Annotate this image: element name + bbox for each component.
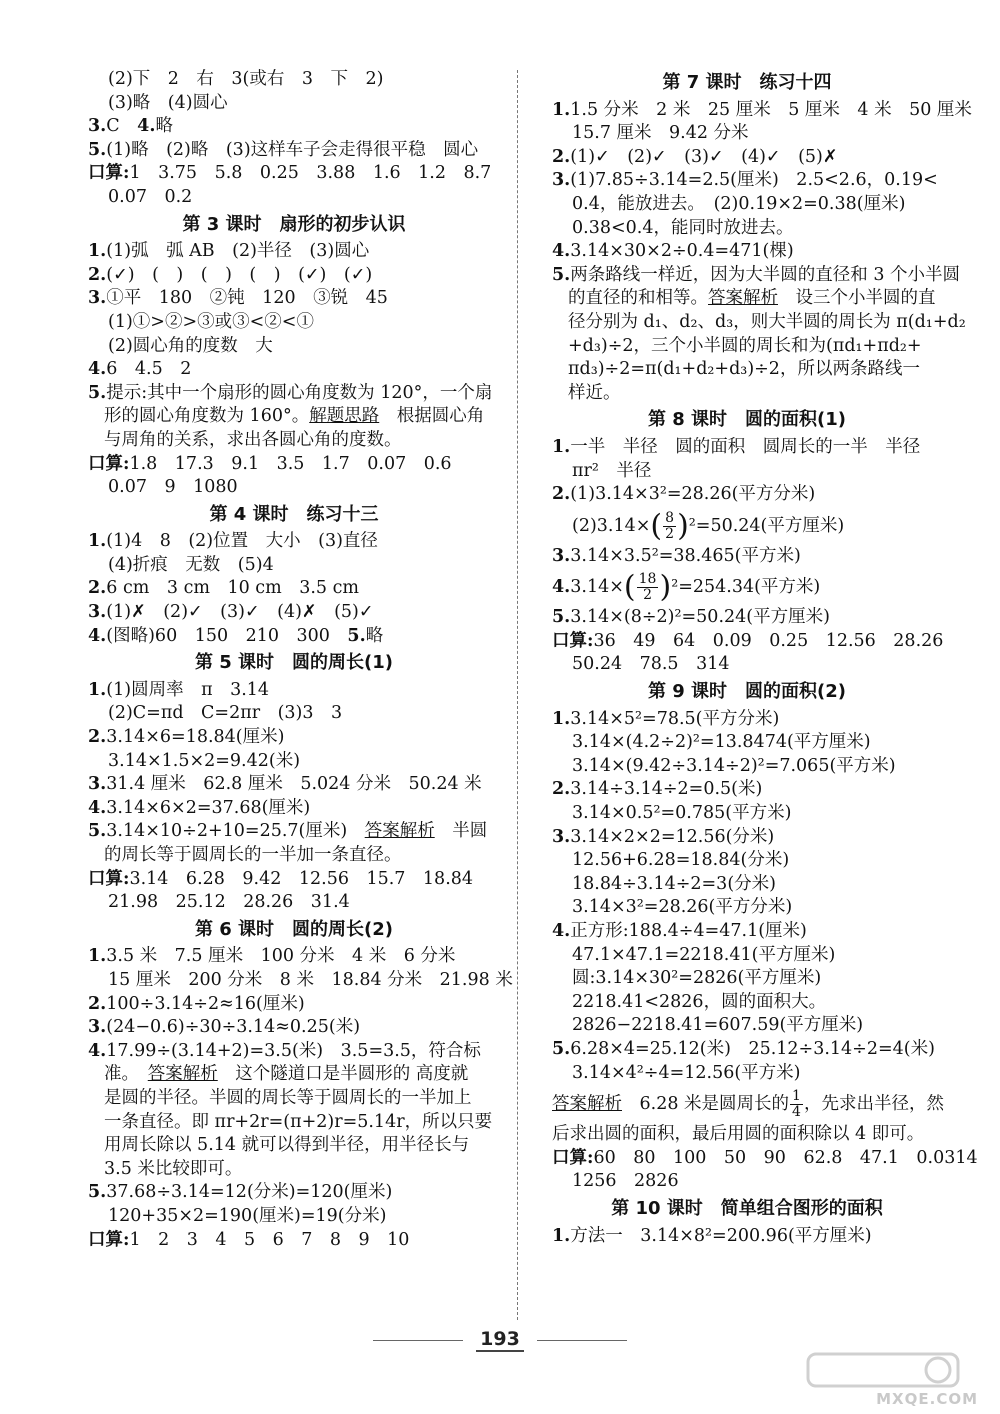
answer-text: 半圆 — [434, 821, 488, 842]
item-number: 3. — [88, 116, 107, 137]
fraction — [637, 572, 659, 603]
answer-text: (1)圆周率 π 3.14 — [106, 679, 270, 700]
answer-line — [88, 358, 500, 382]
answer-line: 1256 2826 — [572, 1171, 679, 1192]
answer-line — [552, 1225, 942, 1249]
answer-line: 4.3.14×( $\frac{18}{2}$ )²=254.34(平方米) — [552, 569, 821, 605]
fraction — [663, 511, 676, 542]
item-number: 1. — [88, 679, 107, 700]
answer-line: 的周长等于圆周长的一半加一条直径。 — [104, 845, 402, 865]
page-footer — [0, 1328, 1000, 1352]
answer-line — [552, 483, 942, 507]
item-number: 2. — [88, 578, 107, 599]
answer-text: (1)3.14×3²=28.26(平方分米) — [570, 484, 816, 505]
right-column — [552, 68, 978, 1248]
fraction-denominator: 2 — [643, 587, 653, 604]
item-number: 3. — [552, 170, 571, 191]
answer-text: ，先求出半径，然 — [803, 1094, 944, 1115]
answer-line — [552, 264, 961, 288]
item-number: 2. — [88, 993, 107, 1014]
answer-line: 3.14×(4.2÷2)²=13.8474(平方厘米) — [572, 732, 871, 753]
answer-line: (2)下 2 右 3(或右 3 下 2) — [108, 69, 384, 89]
item-number: 4. — [88, 359, 107, 380]
item-number: 5. — [552, 607, 571, 628]
item-number: 2. — [88, 727, 107, 748]
answer-text: 6 cm 3 cm 10 cm 3.5 cm — [106, 578, 359, 599]
answer-text: 设三个小半圆的直 — [778, 288, 936, 309]
fraction-numerator: 18 — [638, 571, 657, 588]
answer-line — [552, 826, 942, 850]
item-number: 5. — [88, 1182, 107, 1203]
answer-text: (1)略 (2)略 (3)这样车子会走得很平稳 圆心 — [106, 139, 479, 160]
item-number: 1. — [552, 436, 571, 457]
answer-text: 准。 — [104, 1064, 148, 1085]
answer-line: 0.07 0.2 — [108, 186, 193, 207]
answer-line: 3.14×3²=28.26(平方分米) — [572, 897, 793, 918]
item-number: 3. — [552, 545, 571, 566]
answer-text: 正方形:188.4÷4=47.1(厘米) — [570, 921, 807, 941]
item-number: 5. — [347, 625, 366, 646]
answer-text: 一半 半径 圆的面积 圆周长的一半 半径 — [570, 436, 921, 457]
answer-line: (2)C=πd C=2πr (3)3 3 — [108, 703, 343, 724]
answer-text: ²=50.24(平方厘米) — [688, 515, 845, 536]
answer-line — [88, 139, 500, 163]
answer-text: 3.14×10÷2+10=25.7(厘米) — [106, 821, 365, 842]
answer-line: 15.7 厘米 9.42 分米 — [572, 123, 749, 144]
answer-line — [88, 115, 500, 139]
answer-line — [552, 1085, 942, 1123]
answer-text: 17.99÷(3.14+2)=3.5(米) 3.5=3.5，符合标 — [106, 1040, 481, 1061]
answer-text: 3.14×5²=78.5(平方分米) — [570, 708, 780, 729]
answer-line — [88, 382, 500, 406]
answer-line: 2218.41<2826，圆的面积大。 — [572, 991, 827, 1012]
answer-text: 1 3.75 5.8 0.25 3.88 1.6 1.2 8.7 — [129, 163, 492, 184]
answer-line — [88, 625, 500, 649]
answer-text: 3.14÷3.14÷2=0.5(米) — [570, 779, 763, 800]
answer-line: 120+35×2=190(厘米)=19(分米) — [108, 1205, 387, 1226]
item-number: 4. — [88, 625, 107, 646]
left-column — [88, 68, 513, 1252]
answer-line — [88, 820, 500, 844]
mental-math-line — [88, 162, 500, 186]
answer-text: 3.14×(8÷2)²=50.24(平方厘米) — [570, 607, 830, 628]
answer-line: 3.14×1.5×2=9.42(米) — [108, 750, 301, 771]
fraction-denominator: 2 — [665, 525, 675, 542]
item-number: 5. — [88, 382, 107, 403]
item-number: 1. — [552, 708, 571, 729]
item-number: 2. — [552, 779, 571, 800]
item-number: 1. — [88, 531, 107, 552]
answer-line — [88, 601, 500, 625]
answer-line — [552, 240, 942, 264]
lesson-heading: 第 3 课时 扇形的初步认识 — [182, 213, 406, 235]
answer-line: 50.24 78.5 314 — [572, 654, 730, 675]
answer-line: 12.56+6.28=18.84(分米) — [572, 850, 790, 871]
answer-line: 是圆的半径。半圆的周长等于圆周长的一半加上 — [104, 1087, 472, 1108]
answer-line — [88, 773, 500, 797]
answer-line: 3.14×0.5²=0.785(平方米) — [572, 803, 792, 824]
answer-text: 3.14×6×2=37.68(厘米) — [106, 797, 311, 818]
answer-text: (1)✗ (2)✓ (3)✓ (4)✗ (5)✓ — [106, 602, 374, 623]
answer-line — [88, 1040, 500, 1064]
lesson-heading: 第 6 课时 圆的周长(2) — [194, 918, 394, 940]
item-number: 1. — [552, 1225, 571, 1246]
answer-line: 3.14×(9.42÷3.14÷2)²=7.065(平方米) — [572, 755, 896, 776]
answer-text: ①平 180 ②钝 120 ③锐 45 — [106, 288, 388, 309]
answer-text: 37.68÷3.14=12(分米)=120(厘米) — [106, 1182, 393, 1203]
answer-line — [552, 287, 942, 311]
answer-line: 2826−2218.41=607.59(平方厘米) — [572, 1015, 864, 1036]
answer-line — [552, 778, 942, 802]
lesson-heading: 第 7 课时 练习十四 — [662, 72, 832, 93]
item-number: 3. — [88, 774, 107, 795]
answer-line — [552, 99, 972, 123]
answer-line: 47.1×47.1=2218.41(平方厘米) — [572, 944, 836, 965]
item-number: 5. — [552, 1038, 571, 1059]
answer-text: 的直径的和相等。 — [568, 288, 708, 309]
fraction-numerator: 8 — [665, 509, 675, 526]
answer-line — [88, 993, 500, 1017]
watermark — [788, 1350, 978, 1410]
item-number: 2. — [552, 146, 571, 167]
answer-text: 略 — [155, 116, 173, 137]
answer-line — [88, 287, 500, 311]
answer-line — [88, 797, 500, 821]
answer-text: 36 49 64 0.09 0.25 12.56 28.26 — [593, 630, 944, 651]
lesson-heading: 第 8 课时 圆的面积(1) — [647, 409, 847, 431]
item-number: 4. — [137, 116, 156, 137]
answer-line: 圆:3.14×30²=2826(平方厘米) — [572, 968, 822, 989]
item-number: 4. — [88, 1040, 107, 1061]
answer-line — [88, 1181, 500, 1205]
answer-text: 6.28×4=25.12(米) 25.12÷3.14÷2=4(米) — [570, 1038, 935, 1059]
item-number: 3. — [88, 602, 107, 623]
answer-text: 3.14×3.5²=38.465(平方米) — [570, 545, 801, 566]
answer-text: C — [106, 116, 138, 137]
answer-text: 1.5 分米 2 米 25 厘米 5 厘米 4 米 50 厘米 — [570, 99, 972, 120]
answer-line: πr² 半径 — [572, 460, 652, 481]
answer-text: 两条路线一样近，因为大半圆的直径和 3 个小半圆 — [570, 264, 961, 285]
fraction — [790, 1089, 803, 1120]
answer-text: (1)✓ (2)✓ (3)✓ (4)✓ (5)✗ — [570, 146, 838, 167]
answer-line: 3.14×4²÷4=12.56(平方米) — [572, 1062, 801, 1083]
watermark-text: MXQE.COM — [876, 1390, 978, 1408]
lesson-heading: 第 10 课时 简单组合图形的面积 — [611, 1197, 883, 1219]
answer-line: 与周角的关系，求出各圆心角的度数。 — [104, 429, 402, 450]
fraction-numerator: 1 — [792, 1088, 801, 1105]
answer-text: 略 — [365, 625, 384, 646]
item-number: 5. — [88, 139, 107, 160]
mental-math-line — [88, 1229, 500, 1253]
answer-text: (2)3.14× — [572, 515, 651, 536]
answer-text: (1)弧 弧 AB (2)半径 (3)圆心 — [106, 241, 370, 262]
answer-text: 1 2 3 4 5 6 7 8 9 10 — [129, 1229, 410, 1250]
lesson-heading: 第 4 课时 练习十三 — [209, 503, 379, 525]
answer-line: πd₃)÷2=π(d₁+d₂+d₃)÷2，所以两条路线一 — [568, 359, 920, 380]
footer-rule-right — [537, 1340, 627, 1341]
answer-line: 0.38<0.4，能同时放进去。 — [572, 217, 794, 238]
answer-line — [552, 436, 942, 460]
answer-line — [552, 606, 942, 630]
item-number: 3. — [552, 826, 571, 847]
answer-text: ²=254.34(平方米) — [671, 577, 821, 598]
answer-line: 15 厘米 200 分米 8 米 18.84 分米 21.98 米 — [108, 969, 513, 990]
item-number: 4. — [88, 797, 107, 818]
solution-hint-label: 答案解析 — [708, 288, 778, 309]
answer-line: (1)①>②>③或③<②<① — [108, 311, 314, 332]
item-number: 1. — [88, 241, 107, 262]
answer-line — [88, 577, 500, 601]
item-number: 1. — [552, 99, 571, 120]
answer-line: +d₃)÷2，三个小半圆的周长和为(πd₁+πd₂+ — [568, 335, 922, 356]
page-number: 193 — [476, 1328, 524, 1352]
mental-math-label: 口算: — [88, 868, 130, 889]
item-number: 3. — [88, 1017, 107, 1038]
item-number: 3. — [88, 288, 107, 309]
answer-text: 这个隧道口是半圆形的 高度就 — [217, 1064, 469, 1085]
answer-line — [552, 169, 942, 193]
answer-line: 0.4，能放进去。 (2)0.19×2=0.38(厘米) — [572, 193, 906, 214]
answer-line: (3)略 (4)圆心 — [108, 92, 228, 113]
answer-line — [88, 405, 500, 429]
mental-math-label: 口算: — [552, 630, 594, 651]
answer-line: 后求出圆的面积，最后用圆的面积除以 4 即可。 — [552, 1124, 925, 1145]
answer-line: 样近。 — [568, 382, 621, 403]
answer-text: 3.5 米 7.5 厘米 100 分米 4 米 6 分米 — [106, 946, 456, 967]
answer-text: 3.14×2×2=12.56(分米) — [570, 826, 775, 847]
mental-math-line — [552, 1147, 978, 1171]
answer-text: 根据圆心角 — [379, 406, 485, 427]
answer-line: 径分别为 d₁、d₂、d₃，则大半圆的周长为 π(d₁+d₂ — [568, 311, 966, 332]
mental-math-label: 口算: — [552, 1147, 594, 1168]
answer-line — [88, 240, 500, 264]
answer-line: (4)折痕 无数 (5)4 — [108, 554, 274, 575]
answer-line: 0.07 9 1080 — [108, 477, 238, 498]
solution-hint-label: 答案解析 — [147, 1064, 218, 1085]
answer-text: 60 80 100 50 90 62.8 47.1 0.0314 — [593, 1147, 978, 1168]
answer-line — [552, 708, 942, 732]
answer-text: (图略)60 150 210 300 — [106, 625, 348, 646]
answer-text: 100÷3.14÷2≈16(厘米) — [106, 993, 305, 1014]
answer-line — [552, 146, 942, 170]
watermark-logo-icon — [788, 1350, 978, 1390]
item-number: 5. — [552, 264, 571, 285]
lesson-heading: 第 5 课时 圆的周长(1) — [194, 652, 394, 674]
answer-line: 18.84÷3.14÷2=3(分米) — [572, 873, 776, 894]
answer-text: (1)7.85÷3.14=2.5(厘米) 2.5<2.6，0.19< — [570, 170, 938, 191]
answer-text: 6 4.5 2 — [106, 359, 192, 380]
mental-math-label: 口算: — [88, 163, 130, 184]
item-number: 4. — [552, 241, 571, 262]
answer-text: 3.14× — [570, 577, 624, 598]
item-number: 5. — [88, 821, 107, 842]
mental-math-label: 口算: — [88, 1229, 130, 1250]
answer-text: (✓) ( ) ( ) ( ) (✓) (✓) — [106, 264, 373, 285]
item-number: 2. — [88, 264, 107, 285]
footer-rule-left — [373, 1340, 463, 1341]
answer-text: 形的圆心角度数为 160°。 — [104, 406, 310, 427]
answer-text: 6.28 米是圆周长的 — [622, 1094, 790, 1115]
answer-text: 3.14 6.28 9.42 12.56 15.7 18.84 — [129, 868, 474, 889]
fraction-denominator: 4 — [792, 1104, 801, 1121]
answer-line — [88, 1063, 500, 1087]
mental-math-line — [88, 453, 500, 477]
answer-line — [88, 726, 500, 750]
answer-text: 方法一 3.14×8²=200.96(平方厘米) — [570, 1225, 872, 1246]
answer-line — [88, 945, 500, 969]
answer-line — [552, 545, 942, 569]
solution-hint-label: 答案解析 — [364, 821, 435, 842]
answer-line — [88, 264, 500, 288]
answer-line — [552, 1038, 942, 1062]
mental-math-line — [552, 630, 942, 654]
answer-line: (2)3.14×( $\frac{8}{2}$ )²=50.24(平方厘米) — [572, 508, 845, 544]
answer-text: 3.14×30×2÷0.4=471(棵) — [570, 241, 794, 262]
answer-line — [88, 530, 500, 554]
answer-text: (24−0.6)÷30÷3.14≈0.25(米) — [106, 1017, 361, 1038]
answer-text: 提示:其中一个扇形的圆心角度数为 120°，一个扇 — [106, 382, 493, 403]
solution-hint-label: 答案解析 — [552, 1094, 622, 1115]
answer-text: (1)4 8 (2)位置 大小 (3)直径 — [106, 531, 378, 552]
column-divider — [517, 70, 518, 1320]
answer-line — [552, 920, 942, 944]
answer-text: 31.4 厘米 62.8 厘米 5.024 分米 50.24 米 — [106, 774, 482, 795]
answer-line: (2)圆心角的度数 大 — [108, 335, 273, 356]
mental-math-label: 口算: — [88, 453, 130, 474]
answer-line — [88, 1016, 500, 1040]
answer-line: 21.98 25.12 28.26 31.4 — [108, 892, 350, 913]
solution-hint-label: 解题思路 — [309, 406, 380, 427]
answer-line: 一条直径。即 πr+2r=(π+2)r=5.14r，所以只要 — [104, 1111, 493, 1132]
answer-line: 3.5 米比较即可。 — [104, 1158, 243, 1179]
lesson-heading: 第 9 课时 圆的面积(2) — [647, 681, 847, 703]
item-number: 2. — [552, 484, 571, 505]
item-number: 4. — [552, 577, 571, 598]
answer-line: 用周长除以 5.14 就可以得到半径，用半径长与 — [104, 1135, 470, 1156]
item-number: 1. — [88, 946, 107, 967]
mental-math-line — [88, 868, 500, 892]
answer-text: 1.8 17.3 9.1 3.5 1.7 0.07 0.6 — [129, 453, 452, 474]
answer-line — [88, 679, 500, 703]
answer-text: 3.14×6=18.84(厘米) — [106, 727, 285, 748]
item-number: 4. — [552, 921, 571, 941]
